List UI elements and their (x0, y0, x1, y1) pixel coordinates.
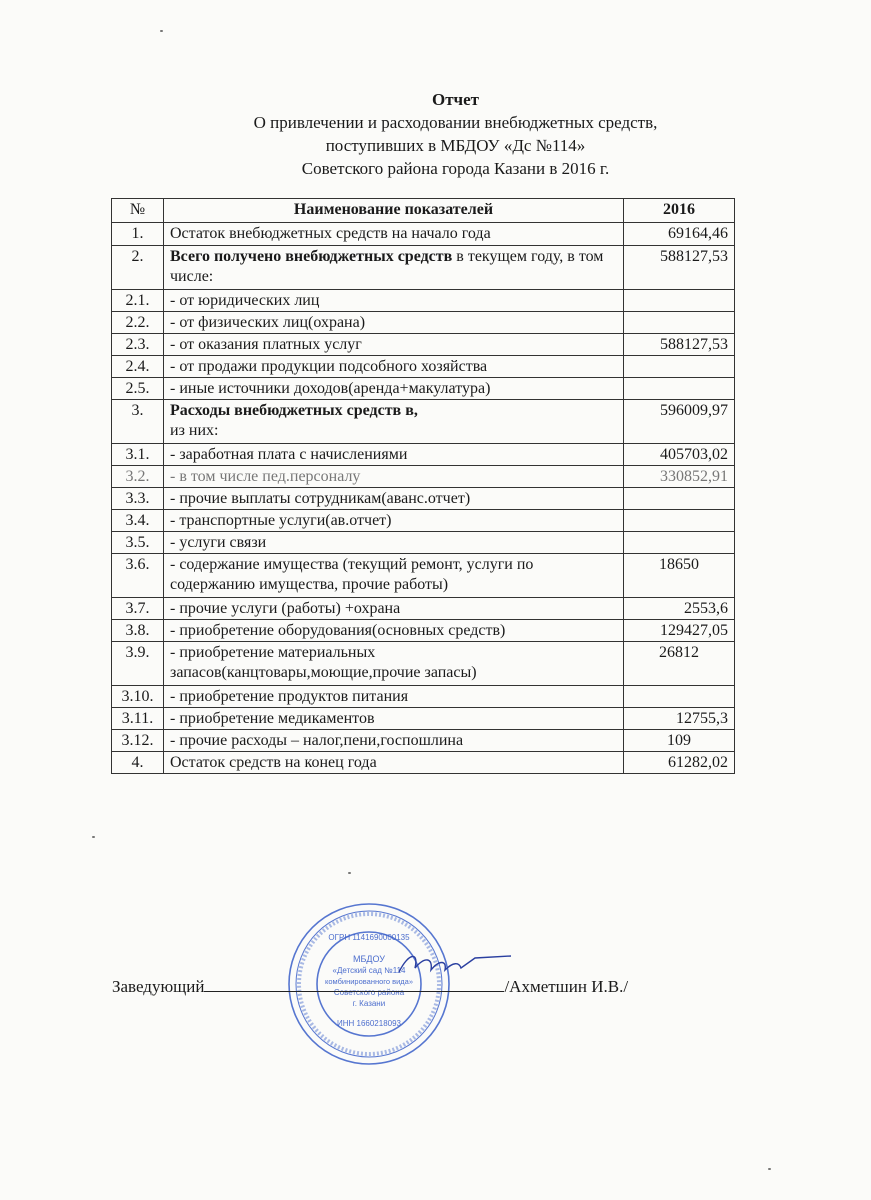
row-number: 3.9. (112, 642, 164, 686)
row-value: 69164,46 (624, 223, 735, 246)
row-name (164, 400, 624, 444)
stamp-line-4: Советского района (333, 988, 405, 997)
row-value (624, 686, 735, 708)
row-value (624, 312, 735, 334)
row-name: - от оказания платных услуг (164, 334, 624, 356)
row-value (624, 378, 735, 400)
row-value: 405703,02 (624, 444, 735, 466)
table-row (112, 223, 735, 246)
row-value: 2553,6 (624, 598, 735, 620)
row-name: - в том числе пед.персоналу (164, 466, 624, 488)
row-value (624, 356, 735, 378)
row-name-bold: Расходы внебюджетных средств в, (170, 402, 418, 419)
report-subtitle-line-2: поступивших в МБДОУ «Дс №114» (325, 136, 586, 155)
row-number: 3.6. (112, 554, 164, 598)
table-row (112, 642, 735, 686)
row-number: 3. (112, 400, 164, 444)
row-value: 330852,91 (624, 466, 735, 488)
row-value: 61282,02 (624, 752, 735, 774)
stamp-line-1: МБДОУ (352, 954, 386, 964)
table-row (112, 488, 735, 510)
signature-name: /Ахметшин И.В./ (504, 977, 629, 996)
stamp-line-2: «Детский сад №114 (332, 966, 406, 975)
row-value: 129427,05 (624, 620, 735, 642)
table-row (112, 752, 735, 774)
table-row (112, 312, 735, 334)
row-value: 588127,53 (624, 246, 735, 290)
row-value: 12755,3 (624, 708, 735, 730)
row-name: - прочие услуги (работы) +охрана (164, 598, 624, 620)
row-name: - от юридических лиц (164, 290, 624, 312)
scan-speck (160, 30, 163, 32)
table-row (112, 554, 735, 598)
row-value: 588127,53 (624, 334, 735, 356)
table-row (112, 378, 735, 400)
table-row (112, 620, 735, 642)
stamp-ogrn: ОГРН 1141690000135 (328, 933, 410, 942)
row-number: 3.8. (112, 620, 164, 642)
table-row (112, 598, 735, 620)
row-name-rest: в текущем году, в том числе: (170, 248, 604, 285)
row-number: 3.3. (112, 488, 164, 510)
row-name: - услуги связи (164, 532, 624, 554)
row-name: - прочие выплаты сотрудникам(аванс.отчет) (164, 488, 624, 510)
row-name: - приобретение продуктов питания (164, 686, 624, 708)
report-title: Отчет (431, 90, 480, 109)
row-value: 596009,97 (624, 400, 735, 444)
row-value (624, 290, 735, 312)
report-title-block (0, 88, 871, 180)
table-row (112, 686, 735, 708)
row-number: 2.5. (112, 378, 164, 400)
row-number: 3.7. (112, 598, 164, 620)
row-name: - от продажи продукции подсобного хозяйства (164, 356, 624, 378)
row-name: - заработная плата с начислениями (164, 444, 624, 466)
row-value (624, 510, 735, 532)
scan-speck (92, 836, 95, 838)
row-number: 3.2. (112, 466, 164, 488)
signature-scribble (395, 948, 515, 978)
row-name (164, 246, 624, 290)
scan-speck (768, 1168, 771, 1170)
signature-stroke (399, 956, 511, 972)
signature-position: Заведующий (112, 977, 205, 996)
table-row (112, 510, 735, 532)
row-name: - от физических лиц(охрана) (164, 312, 624, 334)
table-row (112, 730, 735, 752)
row-number: 3.4. (112, 510, 164, 532)
scan-speck (348, 872, 351, 874)
report-subtitle-line-3: Советского района города Казани в 2016 г. (301, 159, 610, 178)
header-number: № (112, 199, 164, 223)
row-name: - прочие расходы – налог,пени,госпошлина (164, 730, 624, 752)
row-number: 3.12. (112, 730, 164, 752)
table-row (112, 532, 735, 554)
table-row (112, 708, 735, 730)
row-name: - содержание имущества (текущий ремонт, услуги по содержанию имущества, прочие работы) (164, 554, 624, 598)
row-number: 2.2. (112, 312, 164, 334)
header-indicator-name: Наименование показателей (164, 199, 624, 223)
row-name: Остаток внебюджетных средств на начало года (164, 223, 624, 246)
row-number: 3.5. (112, 532, 164, 554)
row-name: - иные источники доходов(аренда+макулатура) (164, 378, 624, 400)
report-subtitle-line-1: О привлечении и расходовании внебюджетных средств, (253, 113, 658, 132)
signature-line (112, 975, 628, 997)
table-row (112, 400, 735, 444)
row-number: 4. (112, 752, 164, 774)
table-row (112, 290, 735, 312)
row-name-bold: Всего получено внебюджетных средств (170, 248, 453, 265)
report-table (111, 198, 735, 774)
row-name: - транспортные услуги(ав.отчет) (164, 510, 624, 532)
row-number: 2.1. (112, 290, 164, 312)
row-number: 3.10. (112, 686, 164, 708)
table-row (112, 356, 735, 378)
row-number: 3.11. (112, 708, 164, 730)
signature-underline (204, 975, 504, 992)
table-row (112, 466, 735, 488)
header-year: 2016 (624, 199, 735, 223)
row-name: - приобретение медикаментов (164, 708, 624, 730)
stamp-line-5: г. Казани (352, 999, 386, 1008)
table-row (112, 444, 735, 466)
row-value: 26812 (624, 642, 735, 686)
row-number: 1. (112, 223, 164, 246)
row-value: 109 (624, 730, 735, 752)
row-number: 3.1. (112, 444, 164, 466)
table-row (112, 334, 735, 356)
row-value (624, 532, 735, 554)
row-number: 2.4. (112, 356, 164, 378)
table-header-row (112, 199, 735, 223)
row-name: - приобретение материальных запасов(канцтовары,моющие,прочие запасы) (164, 642, 624, 686)
stamp-line-3: комбинированного вида» (324, 977, 414, 986)
row-value: 18650 (624, 554, 735, 598)
row-value (624, 488, 735, 510)
row-name-rest: из них: (170, 422, 219, 439)
row-name: Остаток средств на конец года (164, 752, 624, 774)
row-name: - приобретение оборудования(основных средств) (164, 620, 624, 642)
table-row (112, 246, 735, 290)
row-number: 2.3. (112, 334, 164, 356)
row-number: 2. (112, 246, 164, 290)
stamp-inn: ИНН 1660218093 (336, 1019, 402, 1028)
